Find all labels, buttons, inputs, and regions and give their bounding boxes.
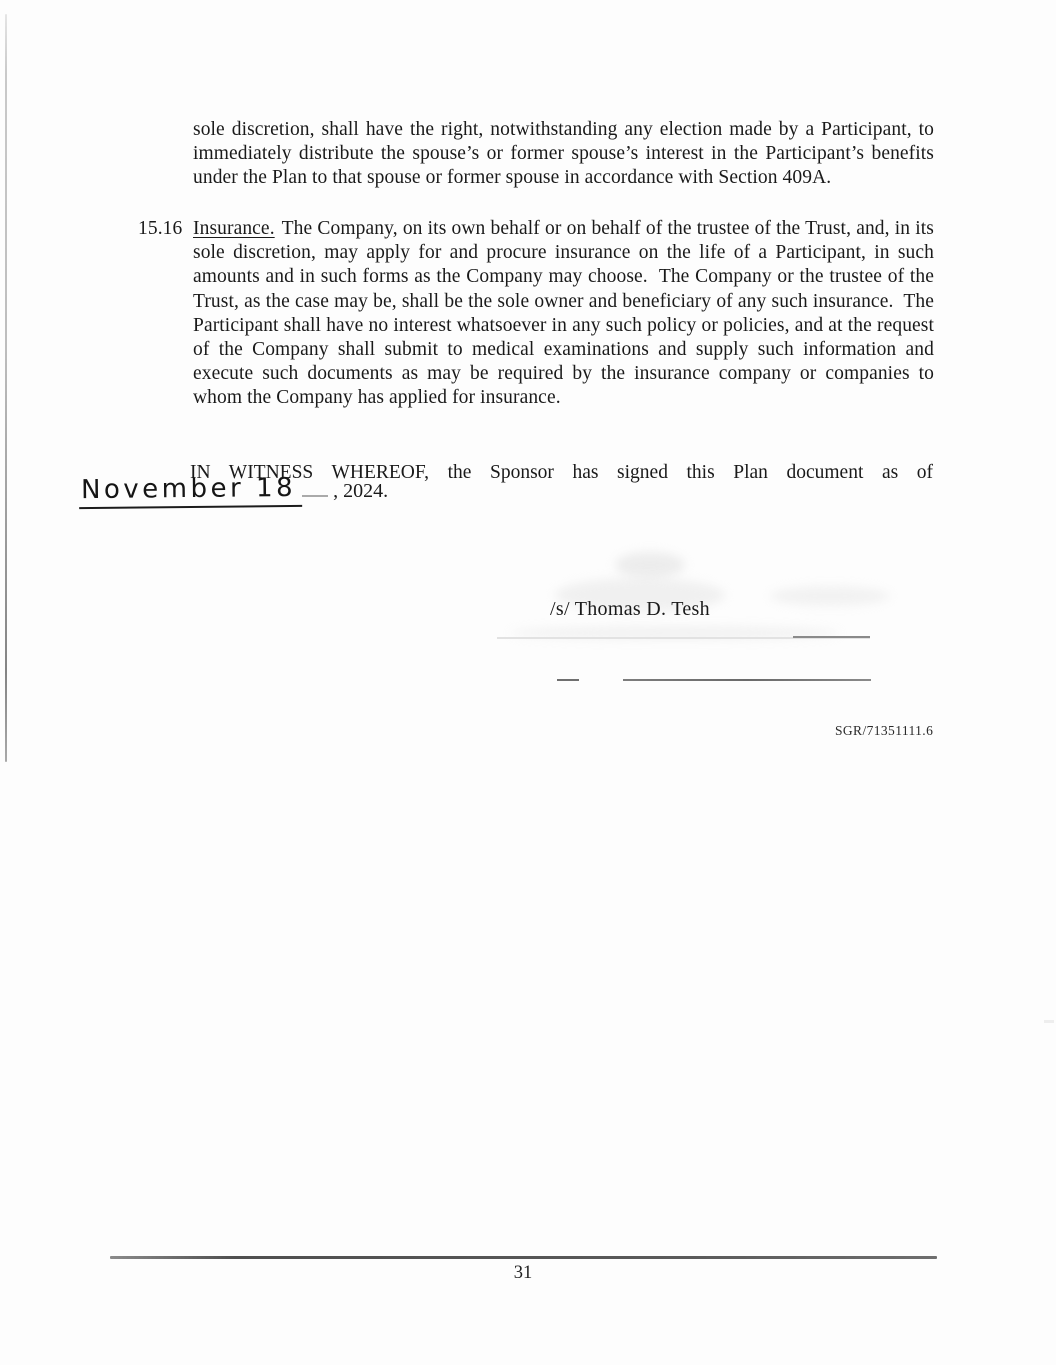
witness-clause-line: IN WITNESS WHEREOF, the Sponsor has signed this Plan document as of [190,462,933,483]
page-number: 31 [513,1263,533,1283]
erased-signature-smudge [770,586,890,606]
erased-signature-smudge [615,552,685,578]
section-number: 15.16 [138,218,183,239]
signature-text: /s/ Thomas D. Tesh [550,598,710,620]
date-blank-underline [302,478,328,497]
witness-year: , 2024. [333,480,389,502]
scan-artifact-right-mark [1044,1020,1054,1023]
footer-rule [110,1256,937,1259]
signature-line-lower [623,679,871,681]
section-heading: Insurance. [193,218,275,239]
handwritten-date: November 18 [79,473,302,509]
signature-line-segment [793,636,870,638]
document-number: SGR/71351111.6 [835,723,934,738]
section-15-16-paragraph [138,217,934,411]
witness-date-line [79,474,388,508]
signature-dash [557,679,579,681]
scan-artifact-left-line [5,14,7,762]
section-body-text: The Company, on its own behalf or on behalf of the trustee of the Trust, and, in its sole discretion, may apply for and procure insurance on the life of a Participant, in such amounts and in such forms as the Company may choose. The Company or the trustee of the Trust, as the case may be, shall be the sole owner and beneficiary of any such insurance. The Participant shall have no interest whatsoever in any such policy or policies, and at the request of the Company shall submit to medical examinations and supply such information and execute such documents as may be required by the insurance company or companies to whom the Company has applied for insurance. [193,218,934,409]
paragraph-continuation: sole discretion, shall have the right, notwithstanding any election made by a Participant, to immediately distribute the spouse’s or former spouse’s interest in the Participant’s benefits under the Plan to that spouse or former spouse in accordance with Section 409A. [193,119,934,189]
